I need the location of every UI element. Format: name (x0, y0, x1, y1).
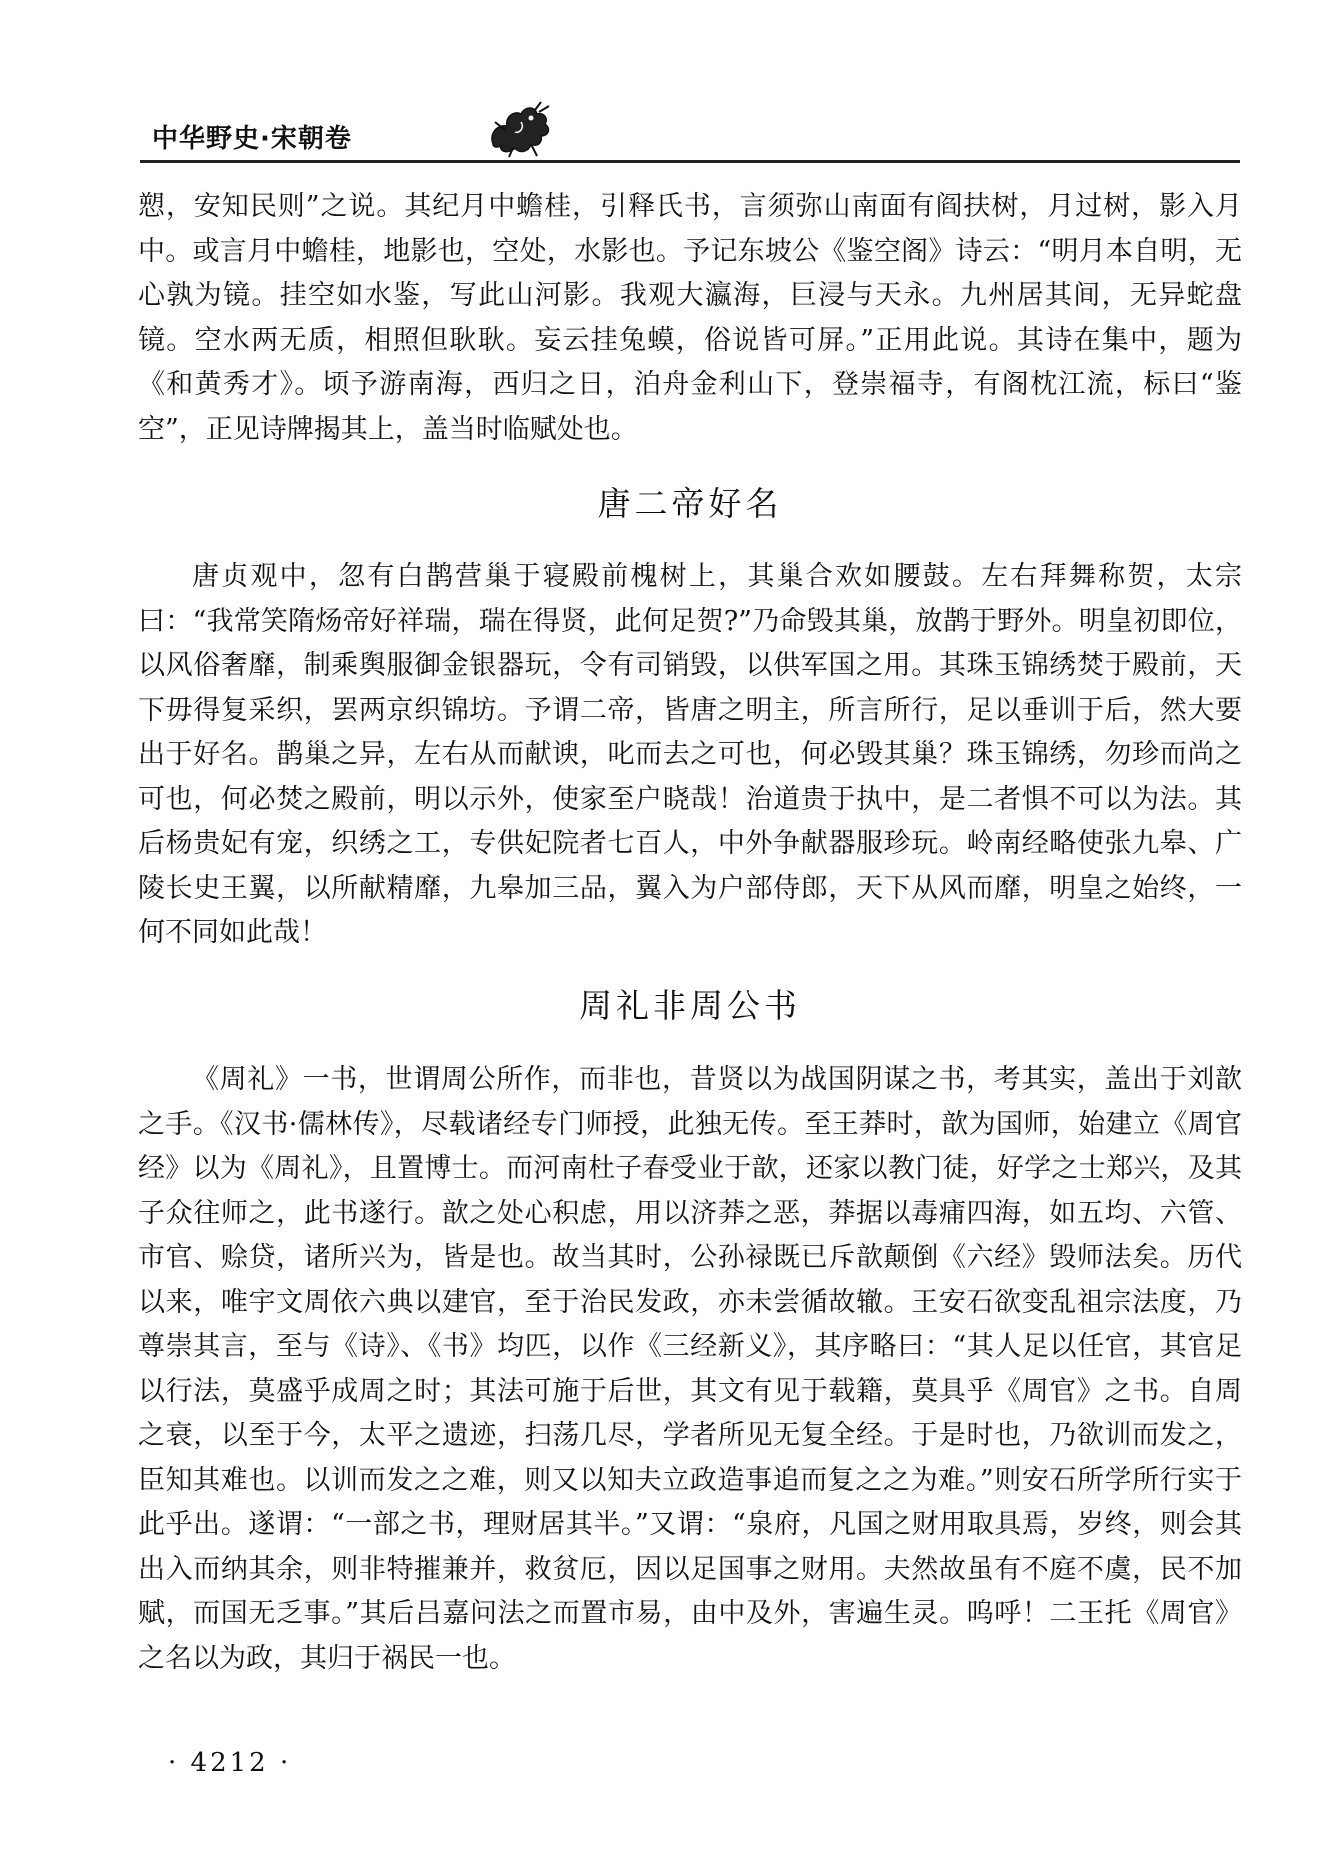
section-body-tang-emperors: 唐贞观中，忽有白鹊营巢于寝殿前槐树上，其巢合欢如腰鼓。左右拜舞称贺，太宗曰：“我常笑隋炀帝好祥瑞，瑞在得贤，此何足贺?”乃命毁其巢，放鹊于野外。明皇初即位，以风俗奢靡，制乘舆服御金银器玩，令有司销毁，以供军国之用。其珠玉锦绣焚于殿前，天下毋得复采织，罢两京织锦坊。予谓二帝，皆唐之明主，所言所行，足以垂训于后，然大要出于好名。鹊巢之异，左右从而献谀，叱而去之可也，何必毁其巢？珠玉锦绣，勿珍而尚之可也，何必焚之殿前，明以示外，使家至户晓哉！治道贵于执中，是二者惧不可以为法。其后杨贵妃有宠，织绣之工，专供妃院者七百人，中外争献器服珍玩。岭南经略使张九皋、广陵长史王翼，以所献精靡，九皋加三品，翼入为户部侍郎，天下从风而靡，明皇之始终，一何不同如此哉！ (138, 561, 1242, 948)
section-body-zhouli: 《周礼》一书，世谓周公所作，而非也，昔贤以为战国阴谋之书，考其实，盖出于刘歆之手。《汉书·儒林传》，尽载诸经专门师授，此独无传。至王莽时，歆为国师，始建立《周官经》以为《周礼》，且置博士。而河南杜子春受业于歆，还家以教门徒，好学之士郑兴，及其子众往师之，此书遂行。歆之处心积虑，用以济莽之恶，莽据以毒痡四海，如五均、六管、市官、赊贷，诸所兴为，皆是也。故当其时，公孙禄既已斥歆颠倒《六经》毁师法矣。历代以来，唯宇文周依六典以建官，至于治民发政，亦未尝循故辙。王安石欲变乱祖宗法度，乃尊崇其言，至与《诗》、《书》均匹，以作《三经新义》，其序略曰：“其人足以任官，其官足以行法，莫盛乎成周之时；其法可施于后世，其文有见于载籍，莫具乎《周官》之书。自周之衰，以至于今，太平之遗迹，扫荡几尽，学者所见无复全经。于是时也，乃欲训而发之，臣知其难也。以训而发之之难，则又以知夫立政造事追而复之之为难。”则安石所学所行实于此乎出。遂谓：“一部之书，理财居其半。”又谓：“泉府，凡国之财用取具焉，岁终，则会其出入而纳其余，则非特摧兼并，救贫厄，因以足国事之财用。夫然故虽有不庭不虞，民不加赋，而国无乏事。”其后吕嘉问法之而置市易，由中及外，害遍生灵。呜呼！二王托《周官》之名以为政，其归于祸民一也。 (138, 1064, 1242, 1674)
intro-paragraph: 愬，安知民则”之说。其纪月中蟾桂，引释氏书，言须弥山南面有阎扶树，月过树，影入月中。或言月中蟾桂，地影也，空处，水影也。予记东坡公《鉴空阁》诗云：“明月本自明，无心孰为镜。挂空如水鉴，写此山河影。我观大瀛海，巨浸与天永。九州居其间，无异蛇盘镜。空水两无质，相照但耿耿。妄云挂兔蟆，俗说皆可屏。”正用此说。其诗在集中，题为《和黄秀才》。顷予游南海，西归之日，泊舟金利山下，登崇福寺，有阁枕江流，标曰“鉴空”，正见诗牌揭其上，盖当时临赋处也。 (138, 191, 1242, 445)
header-rule (140, 160, 1240, 163)
page-header (140, 100, 1240, 162)
page-number: · 4212 · (168, 1748, 292, 1778)
dragon-icon (485, 100, 557, 158)
section-heading-zhouli: 周礼非周公书 (579, 986, 801, 1025)
book-title: 中华野史·宋朝卷 (152, 124, 352, 154)
section-heading-tang-emperors: 唐二帝好名 (597, 484, 783, 523)
